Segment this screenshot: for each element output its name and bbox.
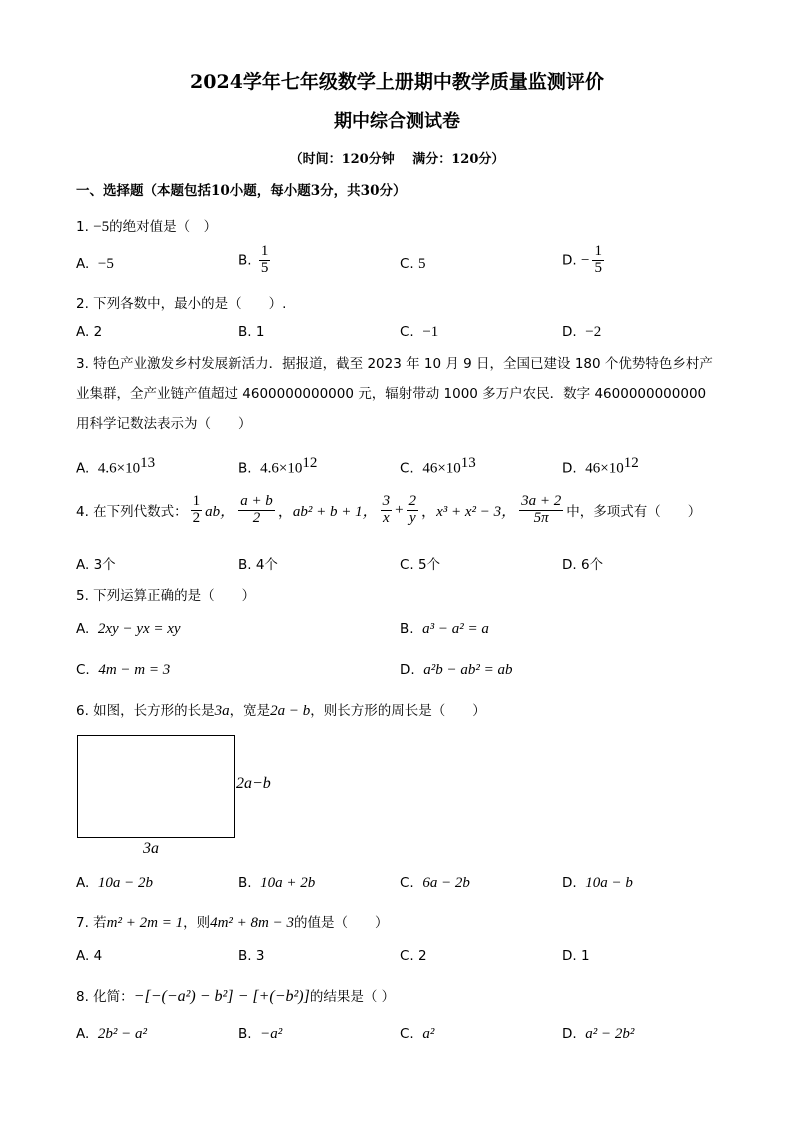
q1-option-a: A. −5 [76, 256, 114, 272]
question-3-stem: 3. 特色产业激发乡村发展新活力．据报道，截至 2023 年 10 月 9 日，全国已建设 180 个优势特色乡村产业集群，全产业链产值超过 4600000000000 元，辐射带动 1000 多万户农民．数字 4600000000000 用科学记数法表示为（ ） [76, 356, 713, 432]
rectangle-figure [77, 735, 235, 838]
q6-option-b: B. 10a + 2b [238, 875, 316, 891]
question-6-stem: 6. 如图，长方形的长是3a，宽是2a − b，则长方形的周长是（ ） [76, 703, 486, 719]
q5-option-b: B. a³ − a² = a [400, 621, 489, 637]
q4-option-a: A. 3个 [76, 557, 116, 573]
question-7-stem: 7. 若m² + 2m = 1，则4m² + 8m − 3的值是（ ） [76, 915, 389, 931]
q5-option-d: D. a²b − ab² = ab [400, 662, 513, 678]
question-4-stem: 4. 在下列代数式： $\frac{1}{2}$ ab， $\frac{a + b}{2}$ ， ab² + b + 1， $\frac{3}{x}$ + $\frac{2}{y}$ ， x³ + x² − 3， $\frac{3a + 2}{5\pi}$ 中，多项式有（ ） [76, 493, 702, 526]
q1-option-d: D. − $\frac{1}{5}$ [562, 243, 602, 276]
q5-option-c: C. 4m − m = 3 [76, 662, 171, 678]
exam-subtitle: 期中综合测试卷 [334, 111, 460, 132]
q4-option-c: C. 5个 [400, 557, 441, 573]
q6-option-c: C. 6a − 2b [400, 875, 470, 891]
q7-option-b: B. 3 [238, 948, 265, 964]
q6-option-d: D. 10a − b [562, 875, 633, 891]
q7-option-c: C. 2 [400, 948, 427, 964]
figure-length-label: 3a [143, 840, 159, 857]
q2-option-d: D. −2 [562, 324, 602, 340]
q3-option-d: D. $46\times 10^{12}$ [562, 455, 639, 477]
q8-option-d: D. a² − 2b² [562, 1026, 635, 1042]
figure-width-label: 2a−b [236, 775, 271, 792]
q2-option-b: B. 1 [238, 324, 265, 340]
q8-option-a: A. 2b² − a² [76, 1026, 148, 1042]
q4-option-b: B. 4个 [238, 557, 278, 573]
q3-option-c: C. $46\times 10^{13}$ [400, 455, 476, 477]
exam-title: 2024学年七年级数学上册期中教学质量监测评价 [190, 71, 604, 93]
q1-option-b: B. $\frac{1}{5}$ [238, 243, 269, 276]
q2-option-c: C. −1 [400, 324, 439, 340]
q6-option-a: A. 10a − 2b [76, 875, 154, 891]
q3-option-b: B. $4.6\times 10^{12}$ [238, 455, 318, 477]
exam-info: （时间：120分钟 满分：120分） [289, 152, 505, 167]
q7-option-d: D. 1 [562, 948, 590, 964]
q2-option-a: A. 2 [76, 324, 103, 340]
question-5-stem: 5. 下列运算正确的是（ ） [76, 588, 256, 604]
question-8-stem: 8. 化简：−[−(−a²) − b²] − [+(−b²)]的结果是（ ） [76, 988, 396, 1005]
q8-option-c: C. a² [400, 1026, 435, 1042]
question-2-stem: 2. 下列各数中，最小的是（ ）. [76, 296, 287, 312]
q4-option-d: D. 6个 [562, 557, 604, 573]
q7-option-a: A. 4 [76, 948, 103, 964]
section-heading: 一、选择题（本题包括10小题，每小题3分，共30分） [76, 183, 407, 199]
q8-option-b: B. −a² [238, 1026, 283, 1042]
q3-option-a: A. $4.6\times 10^{13}$ [76, 455, 156, 477]
q1-option-c: C. 5 [400, 256, 426, 272]
q5-option-a: A. 2xy − yx = xy [76, 621, 181, 637]
question-1-stem: 1. −5的绝对值是（ ） [76, 219, 218, 235]
